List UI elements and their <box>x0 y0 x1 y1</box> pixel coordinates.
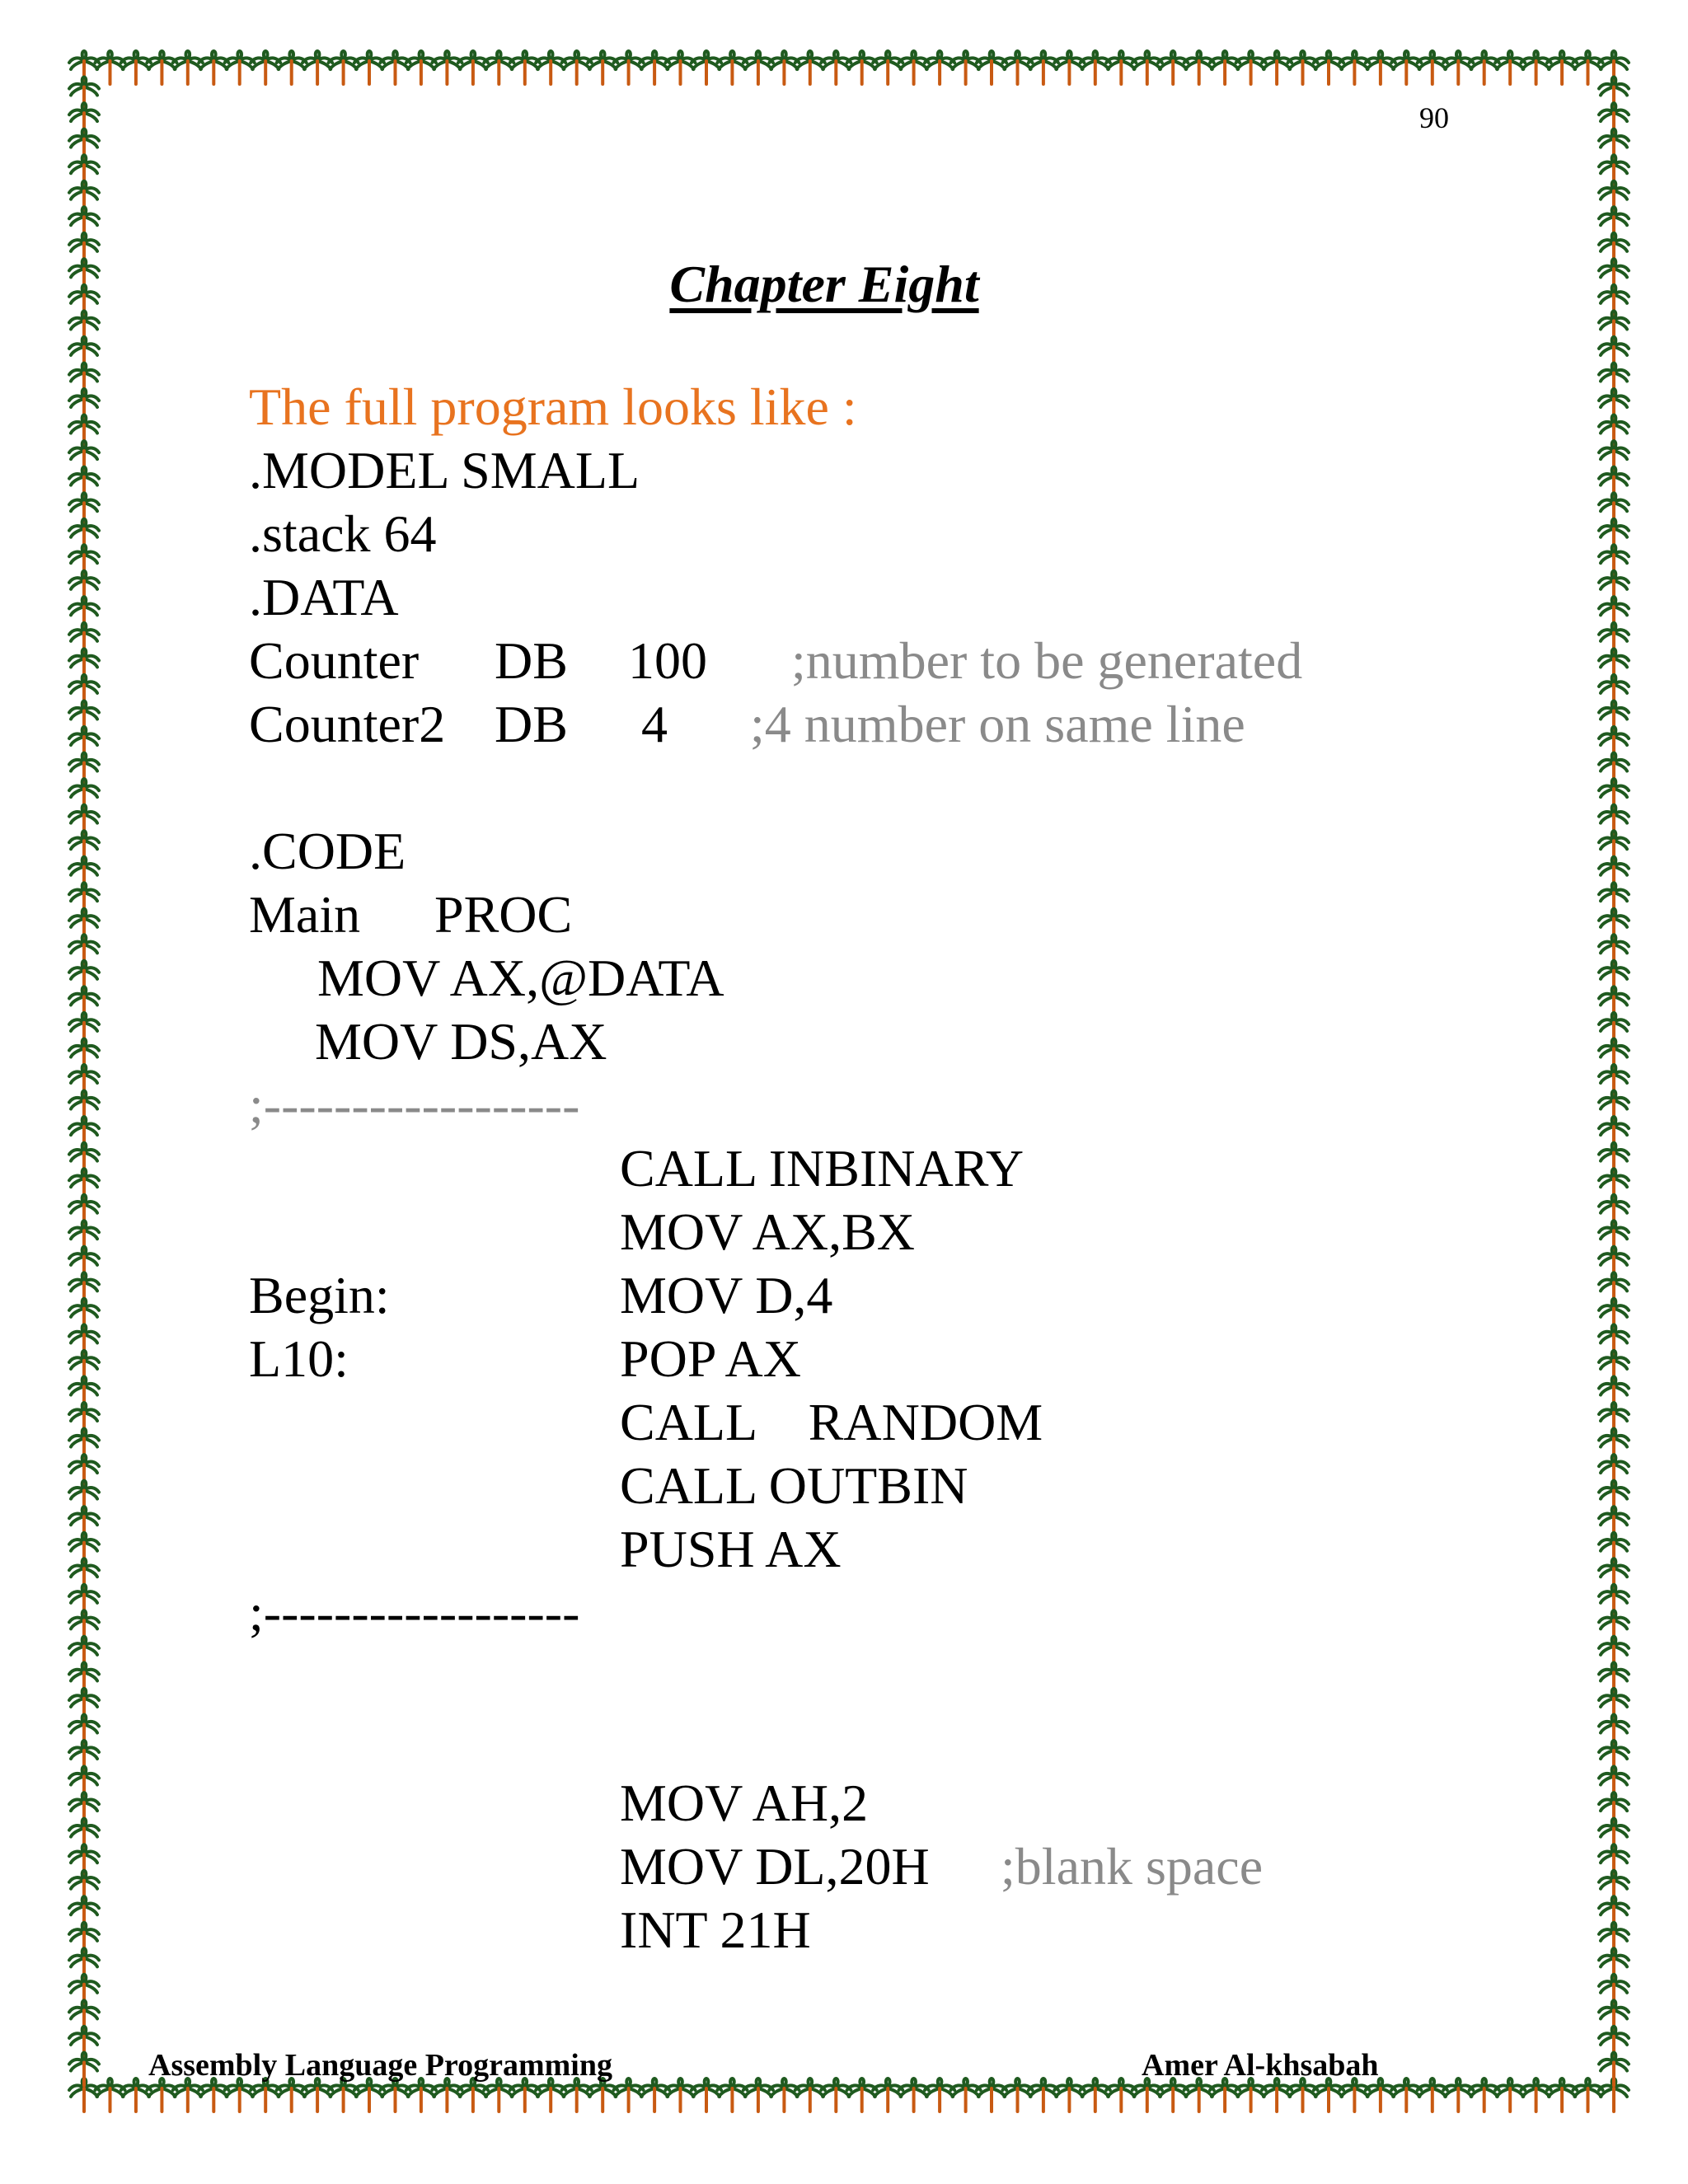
code-counter2-type: DB <box>495 695 568 753</box>
code-mov-ds-ax: MOV DS,AX <box>315 1012 607 1071</box>
palm-tree-icon <box>1470 51 1499 84</box>
code-mov-ax-data: MOV AX,@DATA <box>317 949 724 1007</box>
code-counter2-comment: ;4 number on same line <box>750 695 1245 753</box>
palm-tree-icon <box>588 2079 617 2111</box>
palm-tree-icon <box>1132 51 1162 84</box>
code-counter-type: DB <box>495 631 568 690</box>
palm-tree-icon <box>458 51 488 84</box>
palm-tree-icon <box>1573 2079 1603 2111</box>
code-counter2-name: Counter2 <box>249 695 446 753</box>
palm-tree-icon <box>1054 51 1084 84</box>
palm-tree-icon <box>1081 2079 1110 2111</box>
palm-tree-icon <box>121 2079 151 2111</box>
palm-tree-icon <box>1288 51 1318 84</box>
palm-tree-icon <box>329 2079 359 2111</box>
palm-tree-icon <box>769 2079 799 2111</box>
code-main-proc: PROC <box>434 885 573 944</box>
palm-tree-icon <box>1418 51 1447 84</box>
palm-tree-icon <box>951 2079 981 2111</box>
code-counter2-value: 4 <box>641 695 668 753</box>
palm-tree-icon <box>1547 51 1577 84</box>
palm-tree-icon <box>302 2079 332 2111</box>
code-separator: ;------------------ <box>249 1076 580 1134</box>
palm-tree-icon <box>614 2079 644 2111</box>
palm-tree-icon <box>1339 51 1369 84</box>
palm-tree-icon <box>354 51 384 84</box>
palm-tree-icon <box>1573 51 1603 84</box>
code-label-begin: Begin: <box>249 1266 390 1324</box>
palm-tree-icon <box>588 51 617 84</box>
footer-title: Assembly Language Programming <box>148 2048 612 2083</box>
palm-tree-icon <box>1210 51 1240 84</box>
palm-tree-icon <box>1443 2079 1473 2111</box>
palm-tree-icon <box>1236 51 1266 84</box>
palm-tree-icon <box>277 2079 307 2111</box>
palm-tree-icon <box>1599 51 1629 84</box>
palm-tree-icon <box>743 2079 773 2111</box>
palm-tree-icon <box>717 2079 747 2111</box>
palm-tree-icon <box>1158 51 1188 84</box>
palm-tree-icon <box>510 51 540 84</box>
palm-tree-icon <box>406 51 436 84</box>
palm-tree-icon <box>899 51 929 84</box>
code-model: .MODEL SMALL <box>249 441 640 499</box>
palm-tree-icon <box>225 51 255 84</box>
code-data: .DATA <box>249 568 399 626</box>
footer-author: Amer Al-khsabah <box>1142 2048 1379 2083</box>
palm-tree-icon <box>847 51 877 84</box>
palm-tree-icon <box>1495 2079 1525 2111</box>
palm-tree-icon <box>1443 51 1473 84</box>
palm-tree-icon <box>1314 2079 1343 2111</box>
palm-tree-icon <box>1547 2079 1577 2111</box>
palm-tree-icon <box>225 2079 255 2111</box>
code-separator2: ;------------------ <box>249 1583 580 1642</box>
palm-tree-icon <box>96 2079 125 2111</box>
palm-tree-icon <box>1495 51 1525 84</box>
code-push-ax: PUSH AX <box>620 1520 842 1578</box>
code-call-random: CALL RANDOM <box>620 1393 1043 1451</box>
palm-tree-icon <box>795 2079 825 2111</box>
code-mov-ah-2: MOV AH,2 <box>620 1774 869 1832</box>
palm-tree-icon <box>1081 51 1110 84</box>
palm-tree-icon <box>562 2079 592 2111</box>
palm-tree-icon <box>1522 51 1551 84</box>
code-code-seg: .CODE <box>249 822 406 880</box>
palm-tree-icon <box>147 2079 176 2111</box>
palm-tree-icon <box>1391 51 1421 84</box>
palm-tree-icon <box>821 51 851 84</box>
palm-tree-icon <box>406 2079 436 2111</box>
code-stack: .stack 64 <box>249 504 437 563</box>
palm-tree-icon <box>329 51 359 84</box>
palm-tree-icon <box>484 51 513 84</box>
palm-tree-icon <box>1418 2079 1447 2111</box>
palm-tree-icon <box>381 2079 410 2111</box>
palm-tree-icon <box>795 51 825 84</box>
palm-tree-icon <box>562 51 592 84</box>
palm-tree-icon <box>432 2079 462 2111</box>
palm-tree-icon <box>1470 2079 1499 2111</box>
chapter-title: Chapter Eight <box>669 255 979 313</box>
palm-tree-icon <box>1262 2079 1292 2111</box>
palm-tree-icon <box>69 51 99 84</box>
palm-tree-icon <box>873 2079 903 2111</box>
palm-tree-icon <box>1106 2079 1136 2111</box>
code-int-21h: INT 21H <box>620 1900 811 1959</box>
code-mov-dl-20h: MOV DL,20H <box>620 1837 930 1896</box>
palm-tree-icon <box>1262 51 1292 84</box>
palm-tree-icon <box>1366 2079 1395 2111</box>
code-mov-d-4: MOV D,4 <box>620 1266 833 1324</box>
palm-tree-icon <box>821 2079 851 2111</box>
code-pop-ax: POP AX <box>620 1329 801 1388</box>
palm-tree-icon <box>251 51 280 84</box>
palm-tree-icon <box>640 51 669 84</box>
palm-tree-icon <box>1029 51 1058 84</box>
palm-tree-icon <box>173 51 203 84</box>
palm-tree-icon <box>432 51 462 84</box>
palm-tree-icon <box>1132 2079 1162 2111</box>
palm-tree-icon <box>692 2079 721 2111</box>
palm-tree-icon <box>173 2079 203 2111</box>
palm-tree-icon <box>925 2079 954 2111</box>
palm-tree-icon <box>510 2079 540 2111</box>
palm-tree-icon <box>536 51 565 84</box>
code-blank-comment: ;blank space <box>1001 1837 1264 1896</box>
palm-tree-icon <box>899 2079 929 2111</box>
palm-tree-icon <box>381 51 410 84</box>
palm-tree-icon <box>769 51 799 84</box>
code-counter-value: 100 <box>628 631 707 690</box>
page-number: 90 <box>1419 101 1449 134</box>
palm-tree-icon <box>717 51 747 84</box>
code-label-l10: L10: <box>249 1329 349 1388</box>
palm-tree-icon <box>666 51 696 84</box>
palm-tree-icon <box>925 51 954 84</box>
palm-tree-icon <box>277 51 307 84</box>
palm-tree-icon <box>743 51 773 84</box>
palm-tree-icon <box>1366 51 1395 84</box>
palm-tree-icon <box>1288 2079 1318 2111</box>
palm-tree-icon <box>484 2079 513 2111</box>
palm-tree-icon <box>1236 2079 1266 2111</box>
palm-tree-icon <box>692 51 721 84</box>
palm-tree-icon <box>1184 51 1214 84</box>
palm-tree-icon <box>458 2079 488 2111</box>
code-call-outbin: CALL OUTBIN <box>620 1456 968 1515</box>
palm-tree-icon <box>1314 51 1343 84</box>
palm-tree-icon <box>1210 2079 1240 2111</box>
palm-tree-icon <box>1029 2079 1058 2111</box>
palm-tree-icon <box>951 51 981 84</box>
palm-tree-icon <box>640 2079 669 2111</box>
palm-tree-icon <box>251 2079 280 2111</box>
palm-tree-icon <box>1391 2079 1421 2111</box>
palm-tree-icon <box>666 2079 696 2111</box>
code-counter-comment: ;number to be generated <box>791 631 1303 690</box>
code-mov-ax-bx: MOV AX,BX <box>620 1202 915 1261</box>
palm-tree-icon <box>614 51 644 84</box>
palm-tree-icon <box>199 2079 228 2111</box>
palm-tree-icon <box>1158 2079 1188 2111</box>
palm-tree-icon <box>1106 51 1136 84</box>
palm-tree-icon <box>147 51 176 84</box>
intro-text: The full program looks like : <box>249 377 857 436</box>
palm-tree-icon <box>354 2079 384 2111</box>
palm-tree-icon <box>199 51 228 84</box>
palm-tree-icon <box>536 2079 565 2111</box>
code-call-inbinary: CALL INBINARY <box>620 1139 1025 1197</box>
palm-tree-icon <box>1003 2079 1033 2111</box>
palm-tree-icon <box>121 51 151 84</box>
palm-tree-icon <box>873 51 903 84</box>
palm-tree-icon <box>1184 2079 1214 2111</box>
palm-tree-icon <box>1054 2079 1084 2111</box>
palm-tree-icon <box>977 2079 1006 2111</box>
code-counter-name: Counter <box>249 631 420 690</box>
palm-tree-icon <box>1003 51 1033 84</box>
palm-tree-icon <box>1522 2079 1551 2111</box>
code-main-name: Main <box>249 885 361 944</box>
palm-tree-icon <box>96 51 125 84</box>
palm-tree-icon <box>847 2079 877 2111</box>
palm-tree-icon <box>1339 2079 1369 2111</box>
palm-tree-icon <box>302 51 332 84</box>
palm-tree-icon <box>977 51 1006 84</box>
